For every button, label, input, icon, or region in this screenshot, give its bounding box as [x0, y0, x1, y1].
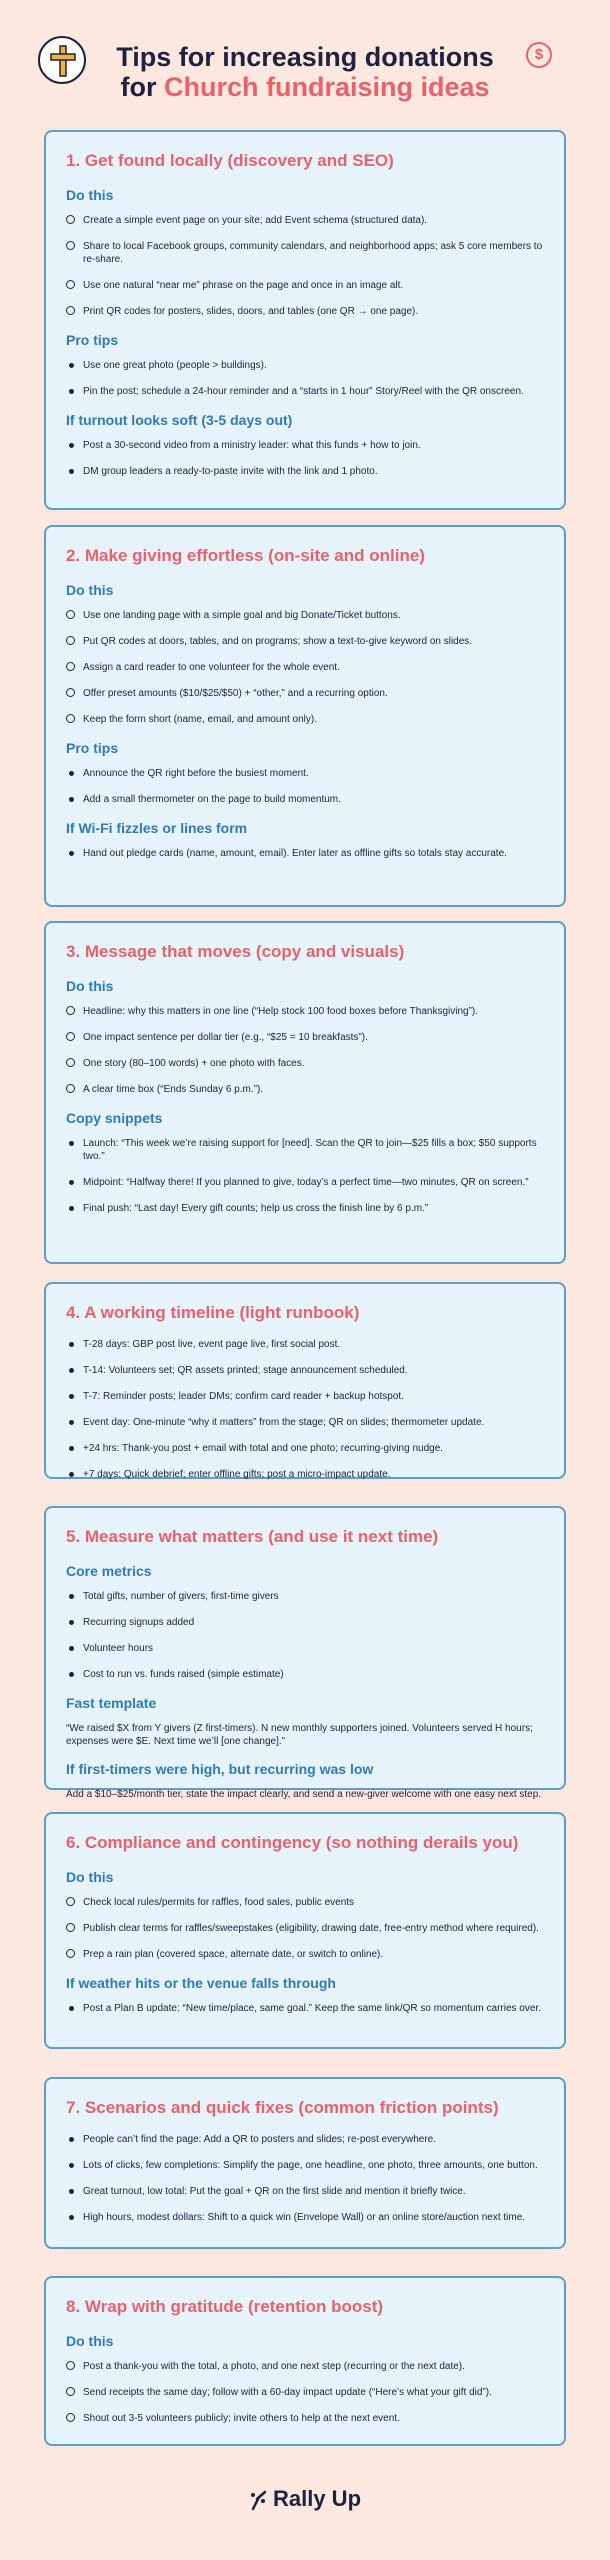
bullet-list	[66, 359, 544, 398]
list-item: +7 days: Quick debrief; enter offline gifts; post a micro-impact update.	[66, 1468, 544, 1481]
group-heading: If weather hits or the venue falls through	[66, 1975, 336, 1991]
group-heading: If first-timers were high, but recurring was low	[66, 1761, 374, 1777]
section-card-1	[44, 130, 566, 510]
checklist	[66, 214, 544, 318]
bullet-list	[66, 767, 544, 806]
list-item: Event day: One-minute “why it matters” from the stage; QR on slides; thermometer update.	[66, 1416, 544, 1429]
list-item: Announce the QR right before the busiest moment.	[66, 767, 544, 780]
page-header	[0, 0, 610, 140]
checklist-item: Create a simple event page on your site; add Event schema (structured data).	[66, 214, 544, 227]
checklist-item: Post a thank-you with the total, a photo, and one next step (recurring or the next date).	[66, 2360, 544, 2373]
list-item: T-7: Reminder posts; leader DMs; confirm card reader + backup hotspot.	[66, 1390, 544, 1403]
section-title: 6. Compliance and contingency (so nothing derails you)	[66, 1833, 519, 1852]
section-card-6	[44, 1812, 566, 2049]
section-title: 2. Make giving effortless (on-site and online)	[66, 546, 425, 565]
bullet-list	[66, 1137, 544, 1215]
checklist-item: A clear time box (“Ends Sunday 6 p.m.”).	[66, 1083, 544, 1096]
group-heading: Copy snippets	[66, 1110, 163, 1126]
section-title: 8. Wrap with gratitude (retention boost)	[66, 2297, 384, 2316]
checklist	[66, 2360, 544, 2425]
group-heading: Do this	[66, 582, 114, 598]
checklist	[66, 1005, 544, 1096]
list-item: Great turnout, low total: Put the goal + QR on the first slide and mention it briefly twice.	[66, 2185, 544, 2198]
bullet-list	[66, 439, 544, 478]
checklist-item: Shout out 3-5 volunteers publicly; invite others to help at the next event.	[66, 2412, 544, 2425]
group-heading: Do this	[66, 1869, 114, 1885]
list-item: Hand out pledge cards (name, amount, email). Enter later as offline gifts so totals stay accurate.	[66, 847, 544, 860]
section-title: 4. A working timeline (light runbook)	[66, 1303, 360, 1322]
list-item: High hours, modest dollars: Shift to a quick win (Envelope Wall) or an online store/auction next time.	[66, 2211, 544, 2224]
group-paragraph: “We raised $X from Y givers (Z first-timers). N new monthly supporters joined. Volunteers served H hours; expenses were $E. Next time we’ll [one change].”	[66, 1723, 533, 1747]
section-card-5	[44, 1506, 566, 1800]
checklist	[66, 1896, 544, 1961]
list-item: T-14: Volunteers set; QR assets printed; stage announcement scheduled.	[66, 1364, 544, 1377]
list-item: Lots of clicks, few completions: Simplify the page, one headline, one photo, three amounts, one button.	[66, 2159, 544, 2172]
rallyup-logo[interactable]	[249, 2486, 361, 2512]
page-title-line2	[0, 72, 610, 102]
checklist-item: Put QR codes at doors, tables, and on programs; show a text-to-give keyword on slides.	[66, 635, 544, 648]
list-item: Final push: “Last day! Every gift counts; help us cross the finish line by 6 p.m.”	[66, 1202, 544, 1215]
list-item: Pin the post; schedule a 24-hour reminder and a “starts in 1 hour” Story/Reel with the QR onscreen.	[66, 385, 544, 398]
rallyup-logo-icon	[249, 2489, 269, 2511]
list-item: Total gifts, number of givers, first-time givers	[66, 1590, 544, 1603]
section-title: 1. Get found locally (discovery and SEO)	[66, 151, 394, 170]
list-item: Use one great photo (people > buildings).	[66, 359, 544, 372]
checklist-item: Send receipts the same day; follow with a 60-day impact update (“Here’s what your gift did”).	[66, 2386, 544, 2399]
group-heading: Core metrics	[66, 1563, 152, 1579]
logo-text: Rally Up	[272, 2486, 362, 2511]
list-item: Cost to run vs. funds raised (simple estimate)	[66, 1668, 544, 1681]
list-item: T-28 days: GBP post live, event page live, first social post.	[66, 1338, 544, 1351]
group-heading: Pro tips	[66, 332, 119, 348]
title-accent: Church fundraising ideas	[163, 72, 490, 102]
list-item: +24 hrs: Thank-you post + email with total and one photo; recurring-giving nudge.	[66, 1442, 544, 1455]
list-item: Post a 30-second video from a ministry leader: what this funds + how to join.	[66, 439, 544, 452]
checklist-item: Publish clear terms for raffles/sweepstakes (eligibility, drawing date, free-entry method where required).	[66, 1922, 544, 1935]
list-item: Recurring signups added	[66, 1616, 544, 1629]
group-heading: If Wi-Fi fizzles or lines form	[66, 820, 248, 836]
group-heading: Fast template	[66, 1695, 157, 1711]
checklist-item: Use one natural “near me” phrase on the page and once in an image alt.	[66, 279, 544, 292]
checklist-item: Assign a card reader to one volunteer for the whole event.	[66, 661, 544, 674]
footer	[0, 2486, 610, 2512]
list-item: Midpoint: “Halfway there! If you planned to give, today’s a perfect time—two minutes, QR on screen.”	[66, 1176, 544, 1189]
list-item: Add a small thermometer on the page to build momentum.	[66, 793, 544, 806]
checklist-item: Check local rules/permits for raffles, food sales, public events	[66, 1896, 544, 1909]
page-title-line1: Tips for increasing donations	[116, 42, 494, 72]
list-item: DM group leaders a ready-to-paste invite with the link and 1 photo.	[66, 465, 544, 478]
section-title: 7. Scenarios and quick fixes (common friction points)	[66, 2098, 499, 2117]
section-card-4	[44, 1282, 566, 1479]
bullet-list	[66, 847, 544, 860]
title-prefix: for	[120, 72, 157, 102]
section-card-2	[44, 525, 566, 907]
checklist-item: One impact sentence per dollar tier (e.g., “$25 = 10 breakfasts”).	[66, 1031, 544, 1044]
group-paragraph: Add a $10–$25/month tier, state the impact clearly, and send a new-giver welcome with one easy next step.	[66, 1789, 542, 1800]
list-item: Post a Plan B update: “New time/place, same goal.” Keep the same link/QR so momentum carries over.	[66, 2002, 544, 2015]
section-title: 5. Measure what matters (and use it next time)	[66, 1527, 439, 1546]
group-heading: Do this	[66, 2333, 114, 2349]
section-card-8	[44, 2276, 566, 2446]
checklist-item: Offer preset amounts ($10/$25/$50) + “other,” and a recurring option.	[66, 687, 544, 700]
section-card-7	[44, 2077, 566, 2249]
list-item: People can’t find the page: Add a QR to posters and slides; re-post everywhere.	[66, 2133, 544, 2146]
checklist-item: Share to local Facebook groups, community calendars, and neighborhood apps; ask 5 core members to re-share.	[66, 240, 544, 266]
group-heading: If turnout looks soft (3-5 days out)	[66, 412, 293, 428]
list-item: Launch: “This week we’re raising support for [need]. Scan the QR to join—$25 fills a box; $50 supports two.”	[66, 1137, 544, 1163]
checklist-item: Headline: why this matters in one line (“Help stock 100 food boxes before Thanksgiving”).	[66, 1005, 544, 1018]
checklist-item: Keep the form short (name, email, and amount only).	[66, 713, 544, 726]
bullet-list	[66, 2002, 544, 2015]
checklist-item: Print QR codes for posters, slides, doors, and tables (one QR → one page).	[66, 305, 544, 318]
dollar-icon: $	[526, 42, 552, 68]
checklist	[66, 609, 544, 726]
checklist-item: Prep a rain plan (covered space, alternate date, or switch to online).	[66, 1948, 544, 1961]
bullet-list	[66, 1590, 544, 1681]
checklist-item: Use one landing page with a simple goal and big Donate/Ticket buttons.	[66, 609, 544, 622]
group-heading: Pro tips	[66, 740, 119, 756]
section-title: 3. Message that moves (copy and visuals)	[66, 942, 405, 961]
bullet-list	[66, 1338, 544, 1481]
group-heading: Do this	[66, 978, 114, 994]
group-heading: Do this	[66, 187, 114, 203]
list-item: Volunteer hours	[66, 1642, 544, 1655]
section-card-3	[44, 921, 566, 1264]
bullet-list	[66, 2133, 544, 2224]
checklist-item: One story (80–100 words) + one photo with faces.	[66, 1057, 544, 1070]
